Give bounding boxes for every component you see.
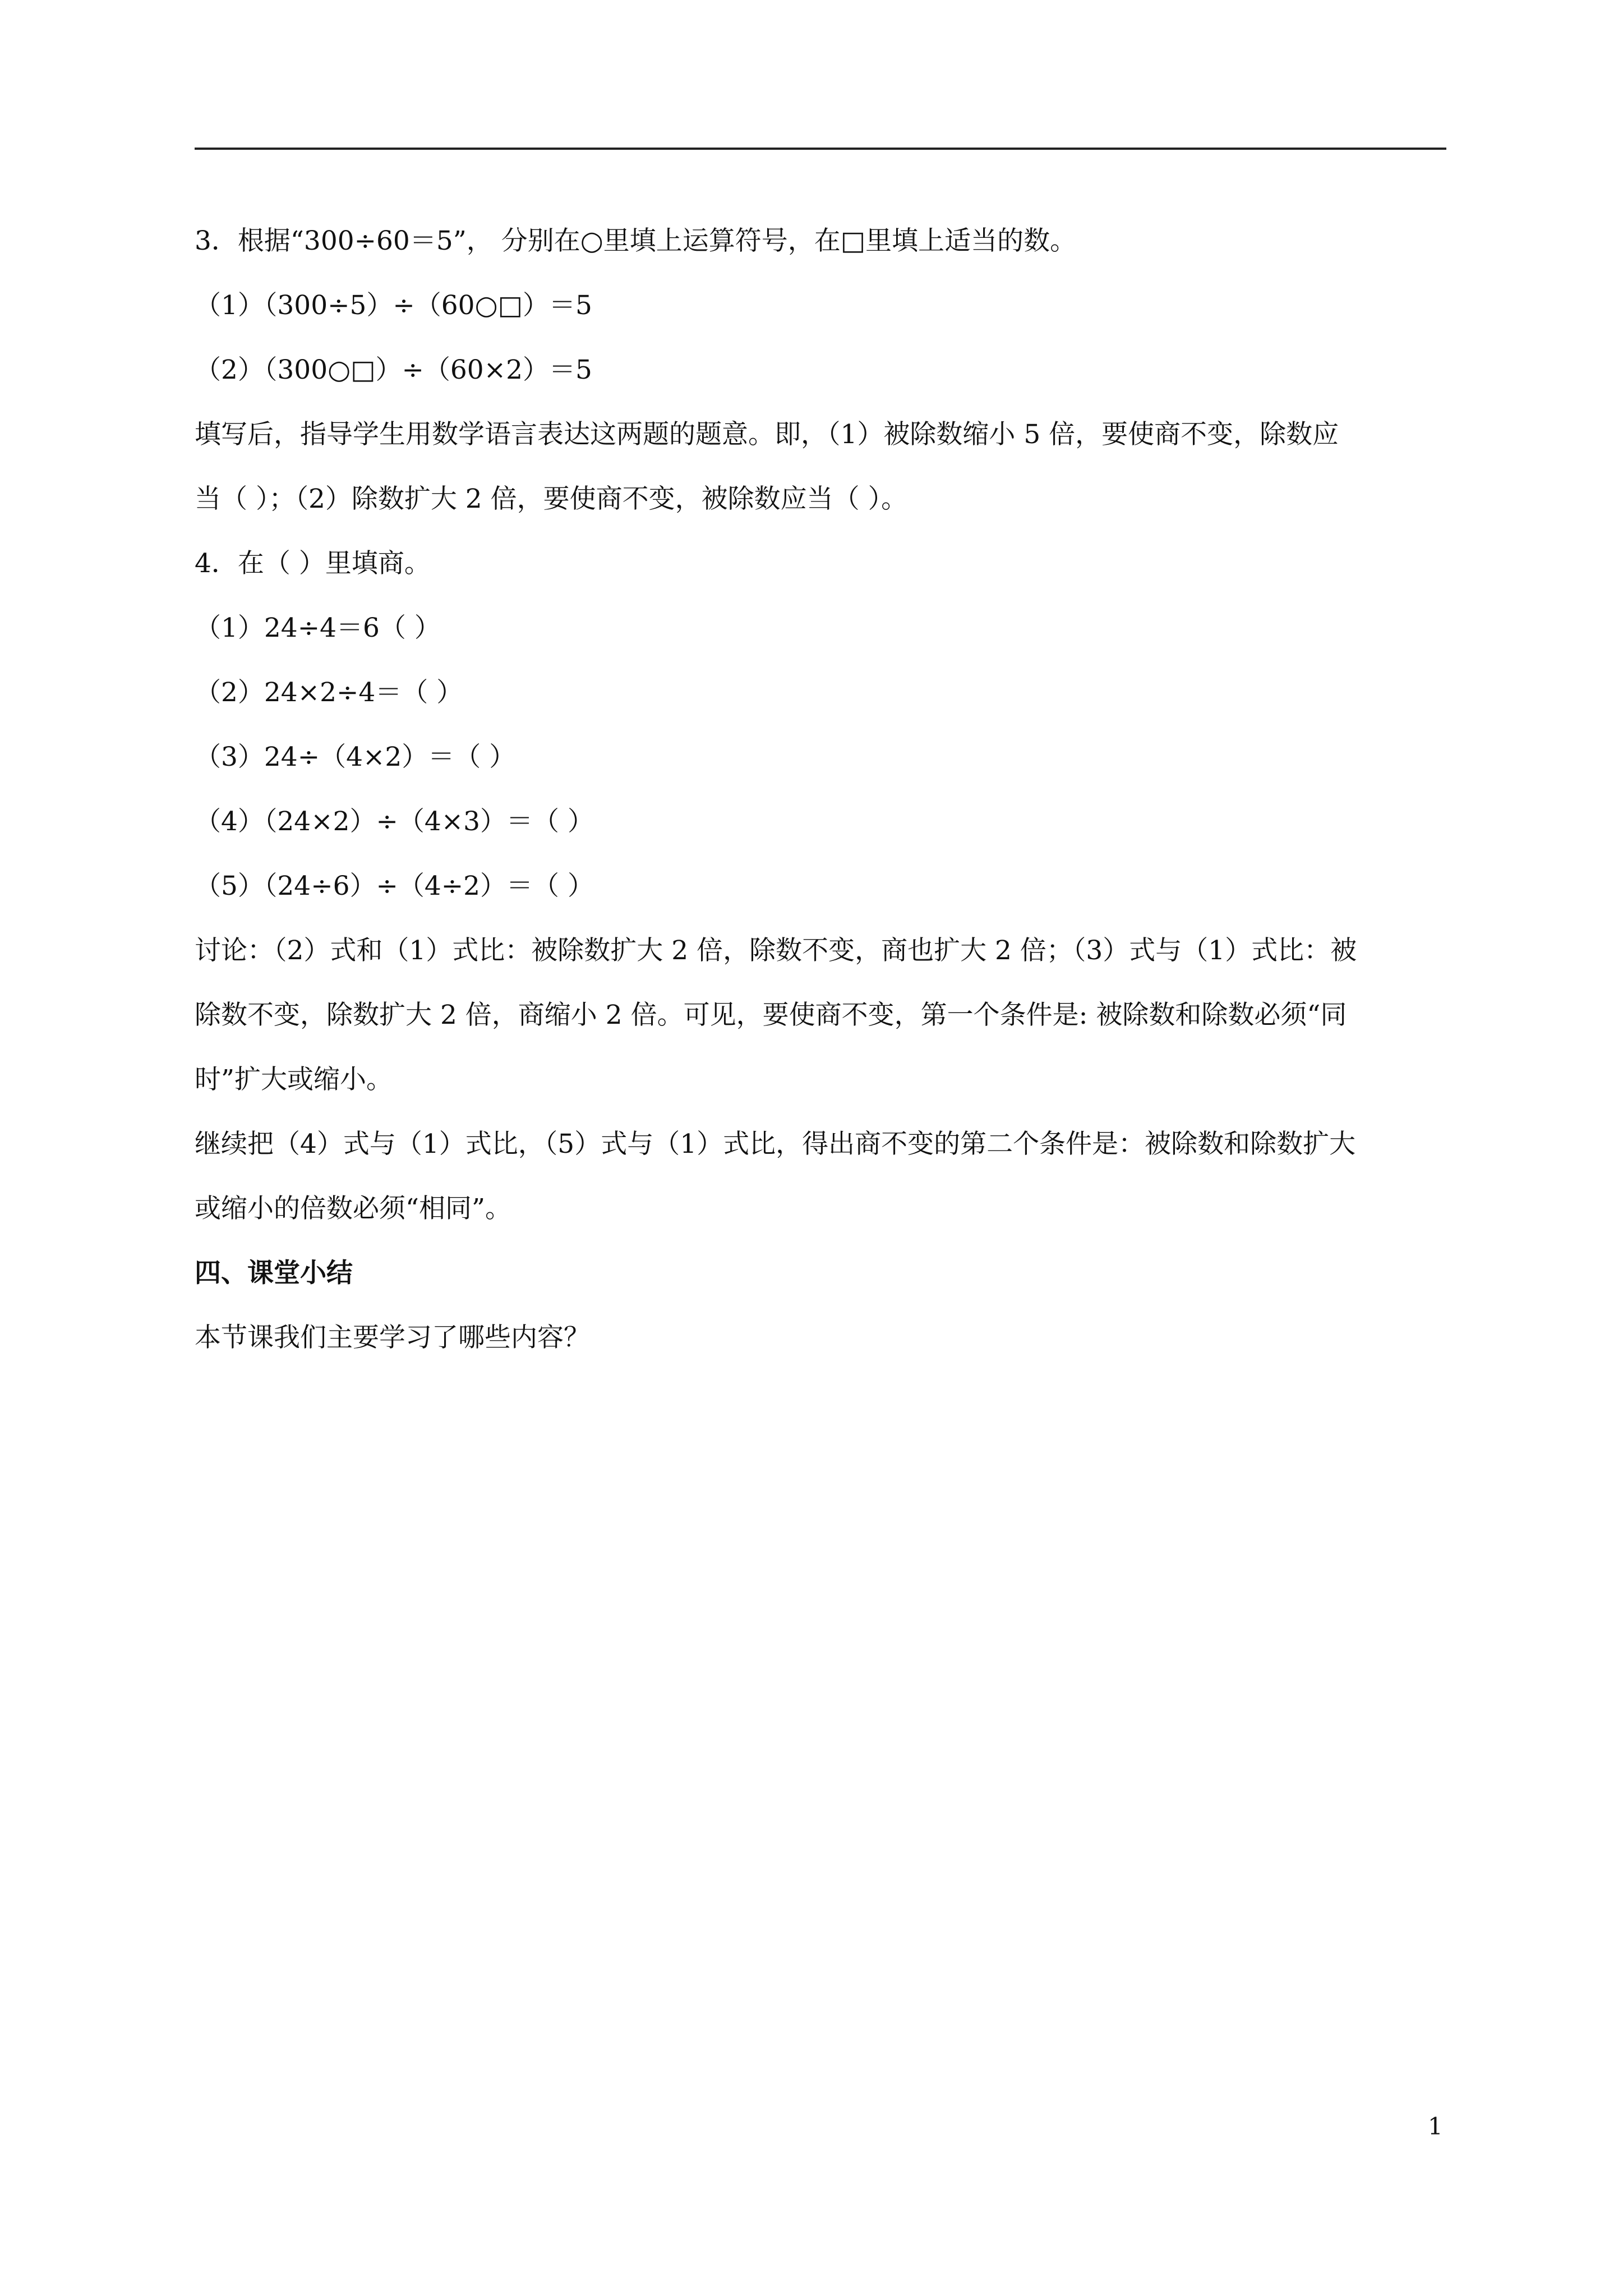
page-number: 1 — [1428, 2113, 1443, 2140]
problem-4-item-2: （2）24×2÷4＝（ ） — [195, 677, 463, 708]
problem-3-item-1: （1）（300÷5）÷（60○□）＝5 — [195, 290, 592, 321]
problem-3-item-2: （2）（300○□）÷（60×2）＝5 — [195, 355, 592, 385]
problem-4-item-4: （4）（24×2）÷（4×3）＝（ ） — [195, 806, 594, 837]
problem-4-statement: 4．在（ ）里填商。 — [195, 548, 431, 579]
header-rule — [195, 148, 1446, 150]
discussion-line-2: 除数不变，除数扩大 2 倍，商缩小 2 倍。可见，要使商不变，第一个条件是: 被除数和除数必须“同 — [195, 1000, 1347, 1030]
summary-question: 本节课我们主要学习了哪些内容？ — [195, 1322, 590, 1353]
problem-3-explanation-line-2: 当（ ）；（2）除数扩大 2 倍，要使商不变，被除数应当（ ）。 — [195, 484, 908, 514]
problem-4-item-1: （1）24÷4＝6（ ） — [195, 613, 441, 643]
problem-4-item-5: （5）（24÷6）÷（4÷2）＝（ ） — [195, 871, 594, 901]
discussion-line-3: 时”扩大或缩小。 — [195, 1064, 393, 1095]
section-heading-summary: 四、课堂小结 — [195, 1258, 353, 1289]
problem-3-statement: 3．根据“300÷60＝5”， 分别在○里填上运算符号，在□里填上适当的数。 — [195, 226, 1077, 256]
continuation-line-2: 或缩小的倍数必须“相同”。 — [195, 1193, 512, 1224]
document-body — [195, 209, 1446, 1370]
problem-3-explanation-line-1: 填写后，指导学生用数学语言表达这两题的题意。即，（1）被除数缩小 5 倍，要使商不变，除数应 — [195, 419, 1339, 450]
continuation-line-1: 继续把（4）式与（1）式比，（5）式与（1）式比，得出商不变的第二个条件是：被除数和除数扩大 — [195, 1129, 1356, 1159]
discussion-line-1: 讨论：（2）式和（1）式比：被除数扩大 2 倍，除数不变，商也扩大 2 倍；（3）式与（1）式比：被 — [195, 935, 1357, 966]
problem-4-item-3: （3）24÷（4×2）＝（ ） — [195, 742, 516, 772]
